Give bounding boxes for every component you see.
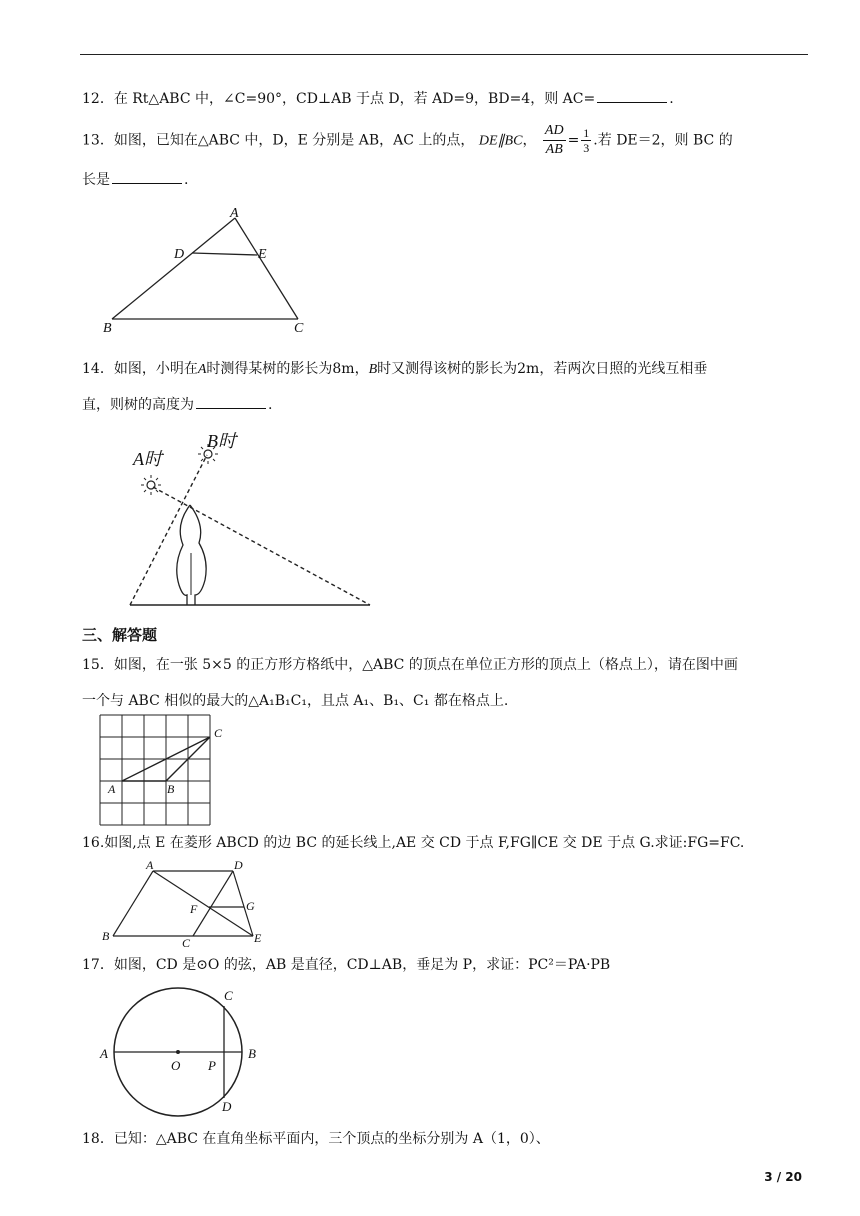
circle-figure-17 — [98, 980, 278, 1120]
label-a: A — [100, 1046, 108, 1061]
label-c: C — [294, 321, 304, 336]
ratio-fraction: $\frac{AD}{AB}$ — [544, 123, 564, 157]
label-a: A — [146, 858, 154, 872]
label-b-time: B时 — [207, 431, 236, 451]
question-12-text: 12．在 Rt△ABC 中，∠C=90°，CD⊥AB 于点 D，若 AD=9，BD=4，则 AC= — [82, 91, 596, 107]
question-13-text: 13．如图，已知在△ABC 中，D，E 分别是 AB，AC 上的点， — [82, 132, 475, 149]
question-16: 16.如图,点 E 在菱形 ABCD 的边 BC 的延长线上,AE 交 CD 于点 F,FG∥CE 交 DE 于点 G.求证:FG=FC. — [82, 835, 745, 851]
answer-blank — [597, 88, 667, 103]
label-o: O — [171, 1058, 181, 1073]
label-a: A — [108, 782, 116, 796]
question-15-line2: 一个与 ABC 相似的最大的△A₁B₁C₁，且点 A₁、B₁、C₁ 都在格点上. — [82, 693, 509, 709]
tree-shadow-figure — [115, 425, 375, 610]
label-b: B — [248, 1046, 256, 1061]
question-18: 18．已知：△ABC 在直角坐标平面内，三个顶点的坐标分别为 A（1，0）、 — [82, 1131, 550, 1147]
label-d: D — [234, 858, 243, 872]
label-b: B — [167, 782, 175, 796]
question-12: 12．在 Rt△ABC 中，∠C=90°，CD⊥AB 于点 D，若 AD=9，BD=4，则 AC= . — [82, 84, 810, 115]
label-b: B — [103, 321, 112, 336]
question-14: 14．如图，小明在A时测得某树的影长为8m，B时又测得该树的影长为2m，若两次日照的光线互相垂 — [82, 361, 708, 377]
label-c: C — [214, 726, 223, 740]
question-15: 15．如图，在一张 5×5 的正方形方格纸中，△ABC 的顶点在单位正方形的顶点上（格点上），请在图中画 — [82, 657, 738, 673]
grid-figure-15 — [100, 715, 250, 827]
answer-blank — [196, 394, 266, 409]
label-f: F — [190, 902, 198, 916]
question-13: 13．如图，已知在△ABC 中，D，E 分别是 AB，AC 上的点， DE∥BC， $\frac{AD}{AB}$ = $\frac{1}{3}$ .若 DE＝2，则 BC 的 — [82, 123, 733, 157]
question-17: 17．如图，CD 是⊙O 的弦，AB 是直径，CD⊥AB，垂足为 P，求证：PC²＝PA·PB — [82, 957, 611, 973]
ratio-value: $\frac{1}{3}$ — [583, 126, 590, 155]
header-rule — [80, 54, 808, 55]
label-c: C — [224, 988, 233, 1003]
label-a: A — [230, 206, 239, 221]
label-p: P — [208, 1058, 216, 1073]
label-d: D — [222, 1099, 232, 1114]
label-a-time: A时 — [133, 449, 162, 469]
label-c: C — [182, 936, 191, 950]
page-number: 3 / 20 — [764, 1170, 802, 1184]
sun-a-icon — [141, 475, 161, 495]
rhombus-figure-16 — [98, 858, 278, 948]
question-14-line2: 直，则树的高度为 . — [82, 390, 810, 421]
section-title: 三、解答题 — [82, 626, 158, 644]
label-e: E — [258, 247, 267, 262]
parallel-relation: DE∥BC — [478, 133, 523, 149]
question-13-line2: 长是 . — [82, 165, 810, 196]
label-b: B — [102, 929, 110, 943]
triangle-figure-13 — [100, 205, 330, 335]
label-e: E — [254, 931, 262, 945]
label-g: G — [246, 899, 255, 913]
answer-blank — [112, 169, 182, 184]
label-d: D — [174, 247, 185, 262]
